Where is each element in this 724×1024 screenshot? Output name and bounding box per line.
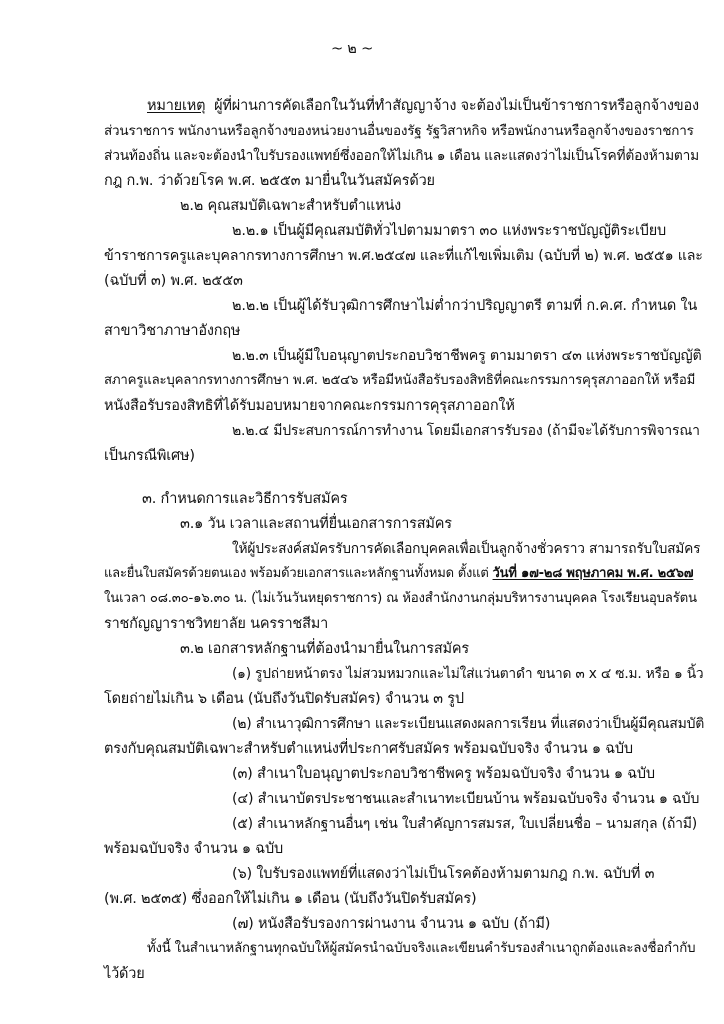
section-heading-2-2: ๒.๒ คุณสมบัติเฉพาะสำหรับตำแหน่ง [180,198,402,214]
doc-item-5-line-1: (๕) สำเนาหลักฐานอื่นๆ เช่น ใบสำคัญการสมรส, ใบเปลี่ยนชื่อ – นามสกุล (ถ้ามี) [232,816,698,832]
item-2-2-3-line-1: ๒.๒.๓ เป็นผู้มีใบอนุญาตประกอบวิชาชีพครู ตามมาตรา ๔๓ แห่งพระราชบัญญัติ [232,348,702,364]
note-paragraph-line-4: กฎ ก.พ. ว่าด้วยโรค พ.ศ. ๒๕๕๓ มายื่นในวันสมัครด้วย [104,173,435,189]
item-2-2-4-line-2: เป็นกรณีพิเศษ) [104,448,195,464]
closing-line-2: ไว้ด้วย [104,966,145,982]
doc-item-7: (๗) หนังสือรับรองการผ่านงาน จำนวน ๑ ฉบับ (ถ้ามี) [232,916,551,932]
doc-item-1-line-2: โดยถ่ายไม่เกิน ๖ เดือน (นับถึงวันปิดรับสมัคร) จำนวน ๓ รูป [104,691,464,707]
note-paragraph-line-3: ส่วนท้องถิ่น และจะต้องนำใบรับรองแพทย์ซึ่งออกให้ไม่เกิน ๑ เดือน และแสดงว่าไม่เป็นโรคที่ต้องห้ามตาม [104,148,700,164]
doc-item-2-line-1: (๒) สำเนาวุฒิการศึกษา และระเบียนแสดงผลการเรียน ที่แสดงว่าเป็นผู้มีคุณสมบัติ [232,716,705,732]
item-2-2-2-line-2: สาขาวิชาภาษาอังกฤษ [104,323,241,339]
item-2-2-3-line-3: หนังสือรับรองสิทธิที่ได้รับมอบหมายจากคณะกรรมการคุรุสภาออกให้ [104,398,515,414]
closing-line-1: ทั้งนี้ ในสำเนาหลักฐานทุกฉบับให้ผู้สมัครนำฉบับจริงและเขียนคำรับรองสำเนาถูกต้องและลงชื่อกำกับ [147,941,696,956]
para-3-1-text: และยื่นใบสมัครด้วยตนเอง พร้อมด้วยเอกสารและหลักฐานทั้งหมด ตั้งแต่ [104,566,493,581]
item-2-2-4-line-1: ๒.๒.๔ มีประสบการณ์การทำงาน โดยมีเอกสารรับรอง (ถ้ามีจะได้รับการพิจารณา [232,423,700,439]
note-text: ผู้ที่ผ่านการคัดเลือกในวันที่ทำสัญญาจ้าง จะต้องไม่เป็นข้าราชการหรือลูกจ้างของ [214,98,699,114]
item-2-2-2-line-1: ๒.๒.๒ เป็นผู้ได้รับวุฒิการศึกษาไม่ต่ำกว่าปริญญาตรี ตามที่ ก.ค.ศ. กำหนด ใน [232,298,698,314]
para-3-1-line-3: ในเวลา ๐๘.๓๐-๑๖.๓๐ น. (ไม่เว้นวันหยุดราชการ) ณ ห้องสำนักงานกลุ่มบริหารงานบุคคล โรงเรียนอุบลรัตน [104,591,697,606]
section-heading-3-1: ๓.๑ วัน เวลาและสถานที่ยื่นเอกสารการสมัคร [180,516,452,532]
note-label: หมายเหตุ [147,98,206,114]
doc-item-6-line-1: (๖) ใบรับรองแพทย์ที่แสดงว่าไม่เป็นโรคต้องห้ามตามกฎ ก.พ. ฉบับที่ ๓ [232,866,655,882]
item-2-2-1-line-1: ๒.๒.๑ เป็นผู้มีคุณสมบัติทั่วไปตามมาตรา ๓๐ แห่งพระราชบัญญัติระเบียบ [232,223,667,239]
doc-item-4: (๔) สำเนาบัตรประชาชนและสำเนาทะเบียนบ้าน พร้อมฉบับจริง จำนวน ๑ ฉบับ [232,791,700,807]
note-paragraph-line-2: ส่วนราชการ พนักงานหรือลูกจ้างของหน่วยงานอื่นของรัฐ รัฐวิสาหกิจ หรือพนักงานหรือลูกจ้างของราชการ [104,123,694,139]
note-paragraph-line-1 [147,95,704,117]
para-3-1-line-4: ราชกัญญาราชวิทยาลัย นครราชสีมา [104,616,329,632]
section-heading-3-2: ๓.๒ เอกสารหลักฐานที่ต้องนำมายื่นในการสมัคร [180,641,469,657]
doc-item-5-line-2: พร้อมฉบับจริง จำนวน ๑ ฉบับ [104,841,283,857]
item-2-2-1-line-3: (ฉบับที่ ๓) พ.ศ. ๒๕๕๓ [104,273,243,289]
application-date-range: วันที่ ๑๗-๒๘ พฤษภาคม พ.ศ. ๒๕๖๗ [492,566,694,581]
page-number: ~ ๒ ~ [330,41,374,57]
para-3-1-line-1: ให้ผู้ประสงค์สมัครรับการคัดเลือกบุคคลเพื่อเป็นลูกจ้างชั่วคราว สามารถรับใบสมัคร [232,541,701,557]
doc-item-1-line-1: (๑) รูปถ่ายหน้าตรง ไม่สวมหมวกและไม่ใส่แว่นตาดำ ขนาด ๓ x ๔ ซ.ม. หรือ ๑ นิ้ว [232,666,704,682]
doc-item-2-line-2: ตรงกับคุณสมบัติเฉพาะสำหรับตำแหน่งที่ประกาศรับสมัคร พร้อมฉบับจริง จำนวน ๑ ฉบับ [104,741,633,757]
item-2-2-3-line-2: สภาครูและบุคลากรทางการศึกษา พ.ศ. ๒๕๔๖ หรือมีหนังสือรับรองสิทธิที่คณะกรรมการคุรุสภาออกให้ หรือมี [104,373,696,388]
doc-item-3: (๓) สำเนาใบอนุญาตประกอบวิชาชีพครู พร้อมฉบับจริง จำนวน ๑ ฉบับ [232,766,655,782]
para-3-1-line-2 [104,563,704,585]
item-2-2-1-line-2: ข้าราชการครูและบุคลากรทางการศึกษา พ.ศ.๒๕๔๗ และที่แก้ไขเพิ่มเติม (ฉบับที่ ๒) พ.ศ. ๒๕๕๑ และ [104,248,703,264]
doc-item-6-line-2: (พ.ศ. ๒๕๓๕) ซึ่งออกให้ไม่เกิน ๑ เดือน (นับถึงวันปิดรับสมัคร) [104,891,477,907]
section-heading-3: ๓. กำหนดการและวิธีการรับสมัคร [142,491,348,507]
